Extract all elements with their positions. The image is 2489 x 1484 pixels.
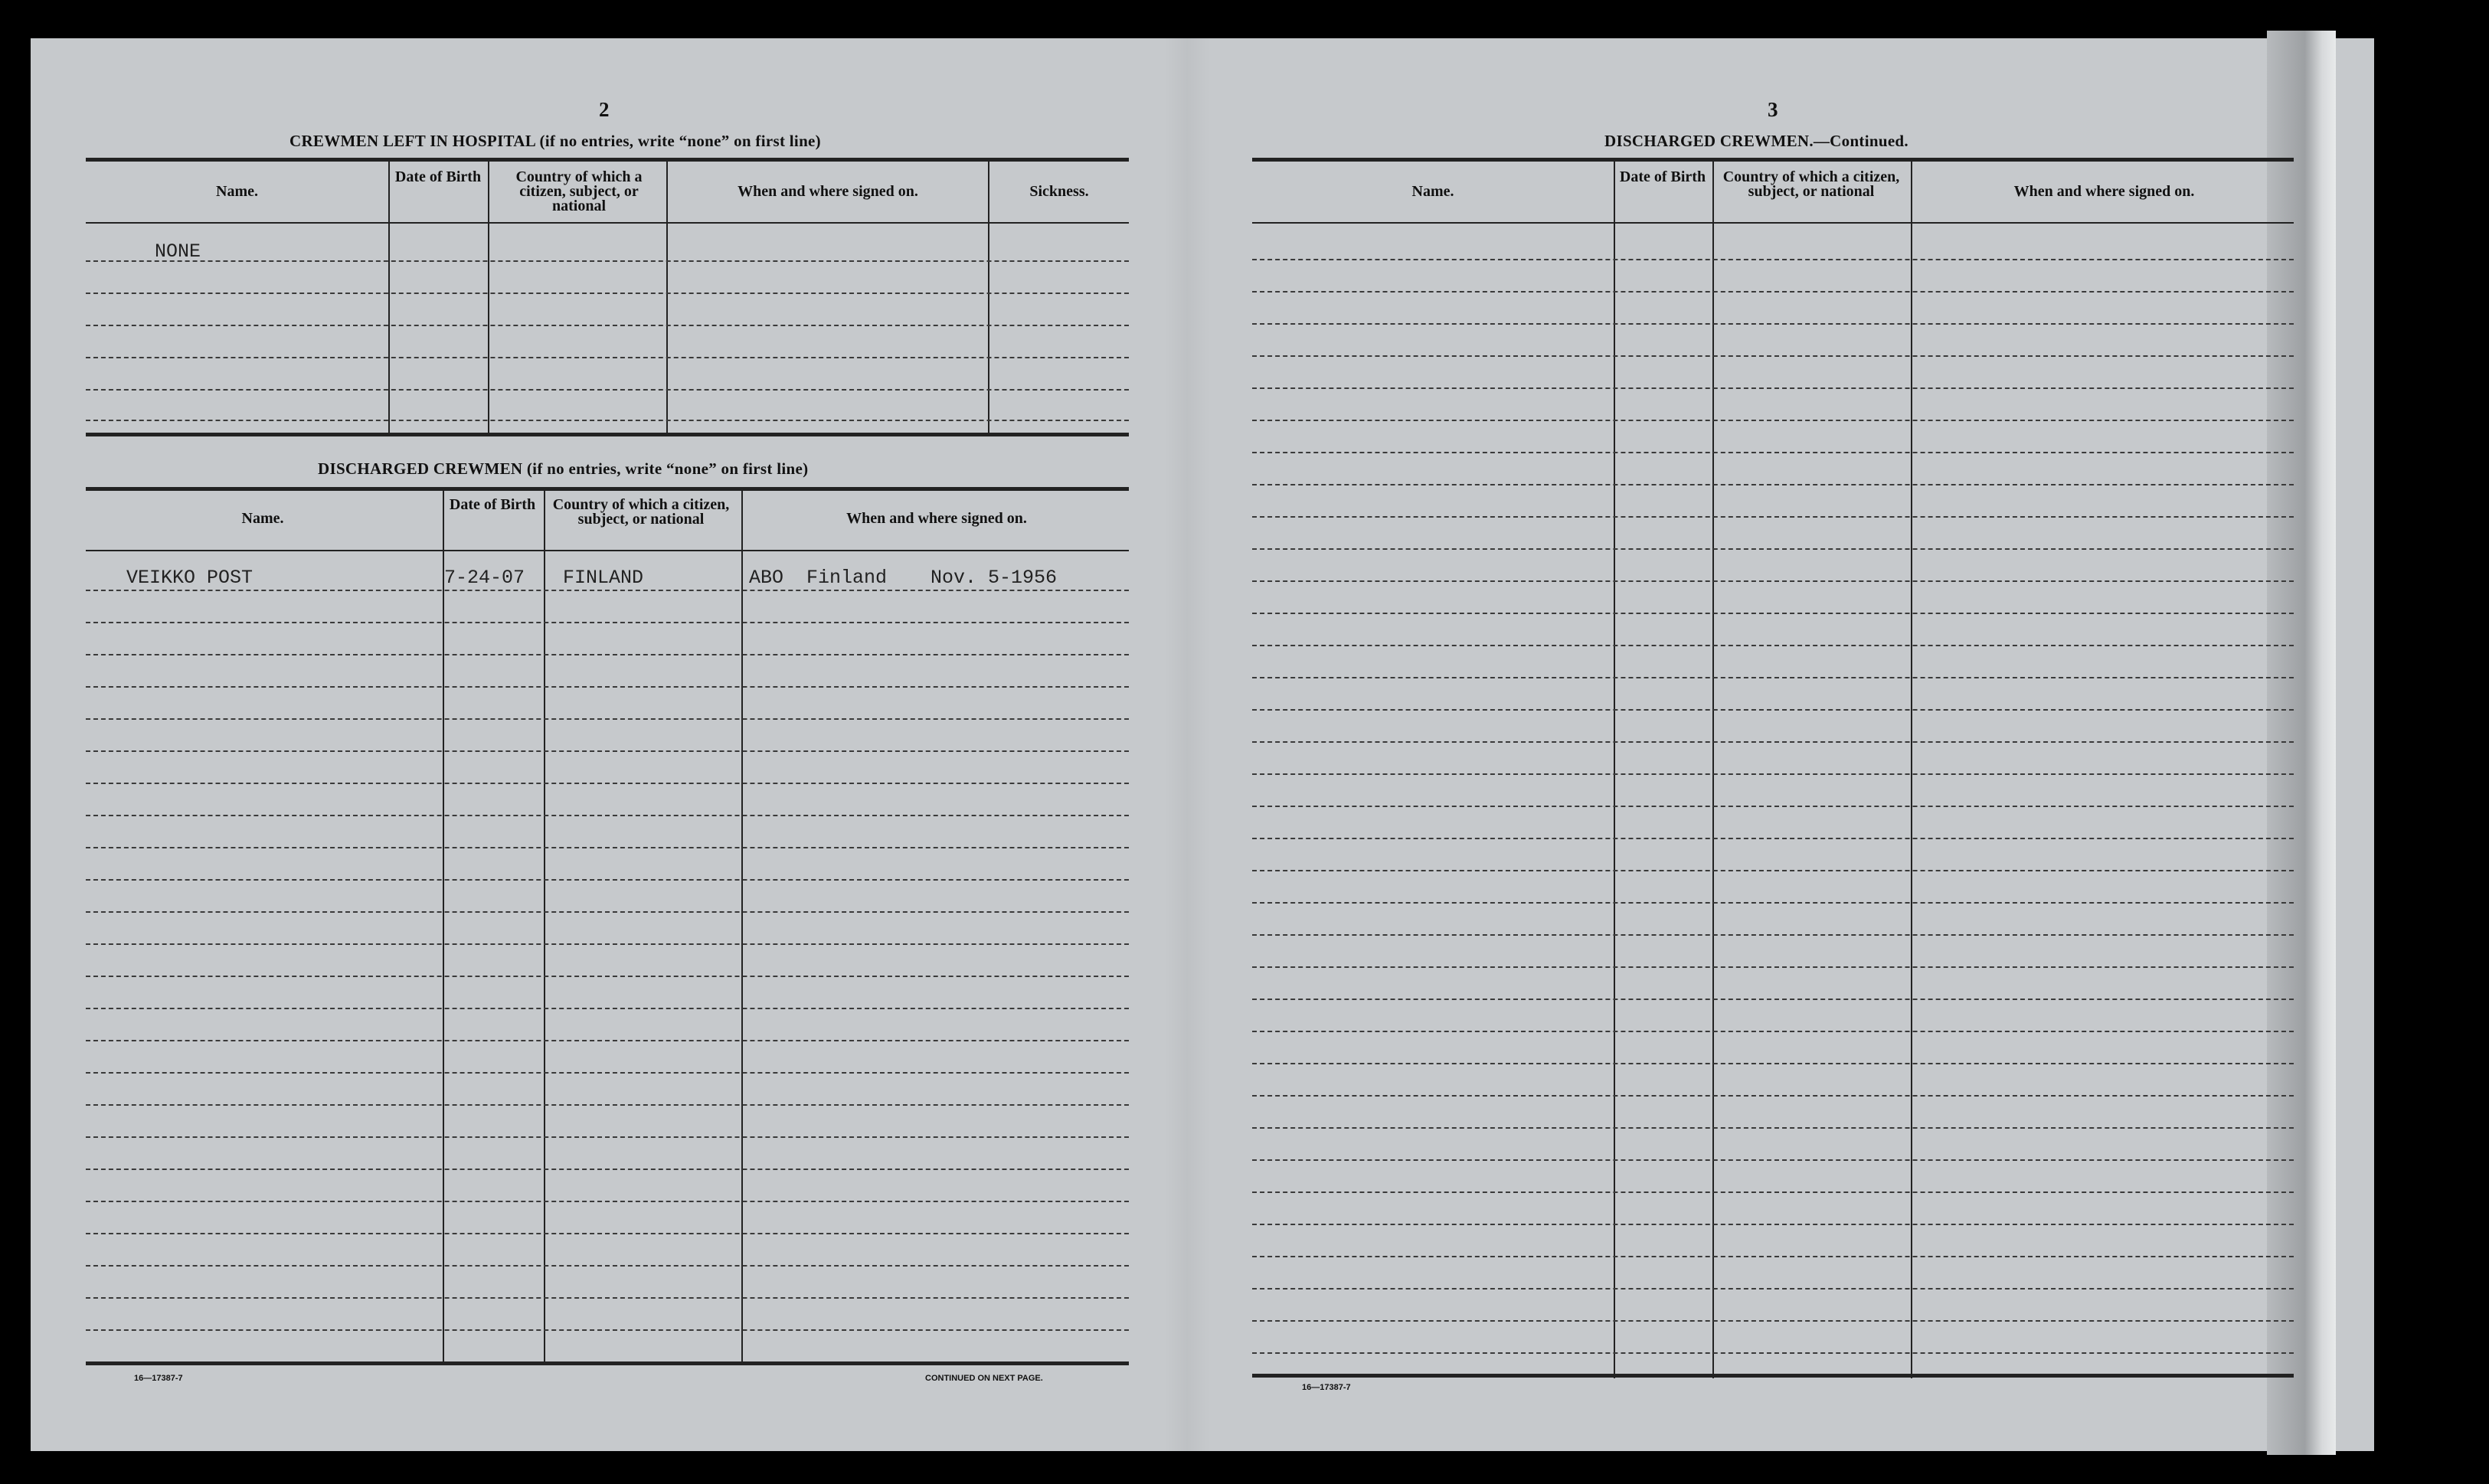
discharged-row-line [86, 1297, 1129, 1299]
hospital-bottom-rule [86, 433, 1129, 436]
hospital-col-dob: Date of Birth [394, 168, 482, 185]
discharged-row-line [86, 1040, 1129, 1041]
right-row-line [1252, 902, 2294, 904]
discharged-row-line [86, 590, 1129, 591]
right-divider-1 [1614, 161, 1615, 1378]
crewman-name: VEIKKO POST [126, 567, 253, 589]
right-row-line [1252, 613, 2294, 614]
discharged-row-line [86, 654, 1129, 655]
discharged-row-line [86, 1072, 1129, 1074]
discharged-row-line [86, 1201, 1129, 1202]
discharged-row-line [86, 1008, 1129, 1009]
continued-note: CONTINUED ON NEXT PAGE. [925, 1374, 1043, 1383]
discharged-row-line [86, 686, 1129, 688]
right-bottom-rule [1252, 1374, 2294, 1378]
right-row-line [1252, 1031, 2294, 1032]
right-row-line [1252, 966, 2294, 968]
discharged-col-country: Country of which a citizen, subject, or national [552, 496, 730, 528]
right-row-line [1252, 934, 2294, 936]
right-col-dob: Date of Birth [1619, 168, 1706, 185]
hospital-col-signed-on: When and where signed on. [738, 183, 918, 200]
hospital-col-name: Name. [216, 183, 258, 200]
right-row-line [1252, 1191, 2294, 1193]
right-row-line [1252, 452, 2294, 453]
discharged-row-line [86, 847, 1129, 848]
right-row-line [1252, 1320, 2294, 1322]
right-row-line [1252, 420, 2294, 421]
hospital-header-rule [86, 222, 1129, 224]
discharged-row-line [86, 1169, 1129, 1170]
crewman-signed-on-place: ABO Finland [749, 567, 888, 589]
right-row-line [1252, 999, 2294, 1000]
hospital-divider-1 [388, 161, 390, 435]
right-row-line [1252, 516, 2294, 518]
hospital-row-line [86, 293, 1129, 294]
discharged-header-rule [86, 550, 1129, 551]
hospital-divider-3 [666, 161, 668, 435]
right-row-line [1252, 1063, 2294, 1064]
right-row-line [1252, 387, 2294, 389]
hospital-col-country: Country of which a citizen, subject, or national [515, 168, 643, 214]
right-col-signed-on: When and where signed on. [2013, 183, 2195, 200]
right-section-title: DISCHARGED CREWMEN.—Continued. [1604, 132, 1908, 150]
discharged-row-line [86, 622, 1129, 623]
discharged-row-line [86, 1265, 1129, 1267]
crewman-country: FINLAND [563, 567, 644, 589]
right-row-line [1252, 548, 2294, 550]
hospital-entry-name: NONE [155, 240, 201, 263]
hospital-divider-2 [488, 161, 489, 435]
discharged-row-line [86, 911, 1129, 913]
left-form-number: 16—17387-7 [134, 1374, 183, 1383]
discharged-bottom-rule [86, 1361, 1129, 1365]
right-row-line [1252, 355, 2294, 357]
right-row-line [1252, 1224, 2294, 1225]
right-row-line [1252, 1256, 2294, 1257]
right-top-rule [1252, 158, 2294, 162]
hospital-section-title: CREWMEN LEFT IN HOSPITAL (if no entries, write “none” on first line) [289, 132, 821, 150]
right-row-line [1252, 870, 2294, 871]
right-row-line [1252, 259, 2294, 260]
discharged-col-dob: Date of Birth [449, 496, 536, 513]
crewman-dob: 7-24-07 [444, 567, 525, 589]
discharged-row-line [86, 750, 1129, 752]
discharged-row-line [86, 1329, 1129, 1331]
discharged-top-rule [86, 487, 1129, 491]
right-col-country: Country of which a citizen, subject, or national [1722, 168, 1900, 200]
hospital-row-line [86, 260, 1129, 262]
page-edge-shadow [2267, 31, 2336, 1455]
discharged-row-line [86, 943, 1129, 945]
discharged-row-line [86, 718, 1129, 720]
hospital-row-line [86, 389, 1129, 391]
right-page-number: 3 [1768, 98, 1778, 121]
discharged-row-line [86, 1233, 1129, 1234]
right-row-line [1252, 838, 2294, 839]
hospital-top-rule [86, 158, 1129, 162]
hospital-row-line [86, 357, 1129, 358]
discharged-row-line [86, 879, 1129, 881]
discharged-row-line [86, 1104, 1129, 1106]
crewman-signed-on-date: Nov. 5-1956 [931, 567, 1058, 589]
discharged-row-line [86, 783, 1129, 784]
right-col-name: Name. [1411, 183, 1454, 200]
right-row-line [1252, 1352, 2294, 1354]
hospital-divider-4 [988, 161, 989, 435]
right-header-rule [1252, 222, 2294, 224]
hospital-col-sickness: Sickness. [1029, 183, 1089, 200]
discharged-col-signed-on: When and where signed on. [846, 510, 1027, 527]
right-divider-2 [1712, 161, 1714, 1378]
right-row-line [1252, 677, 2294, 678]
page-fold [1164, 38, 1210, 1451]
discharged-row-line [86, 976, 1129, 977]
right-row-line [1252, 484, 2294, 485]
hospital-row-line [86, 325, 1129, 326]
right-form-number: 16—17387-7 [1302, 1383, 1351, 1392]
right-row-line [1252, 323, 2294, 325]
right-row-line [1252, 645, 2294, 646]
right-row-line [1252, 1159, 2294, 1161]
discharged-col-name: Name. [241, 510, 284, 527]
right-row-line [1252, 1127, 2294, 1129]
right-row-line [1252, 580, 2294, 582]
right-row-line [1252, 1095, 2294, 1097]
right-row-line [1252, 709, 2294, 711]
right-row-line [1252, 291, 2294, 293]
right-row-line [1252, 806, 2294, 807]
discharged-section-title: DISCHARGED CREWMEN (if no entries, write “none” on first line) [318, 459, 809, 478]
right-row-line [1252, 1288, 2294, 1290]
hospital-row-line [86, 420, 1129, 421]
discharged-row-line [86, 815, 1129, 816]
right-row-line [1252, 741, 2294, 743]
left-page-number: 2 [599, 98, 610, 121]
right-divider-3 [1911, 161, 1912, 1378]
right-row-line [1252, 773, 2294, 775]
discharged-row-line [86, 1136, 1129, 1138]
